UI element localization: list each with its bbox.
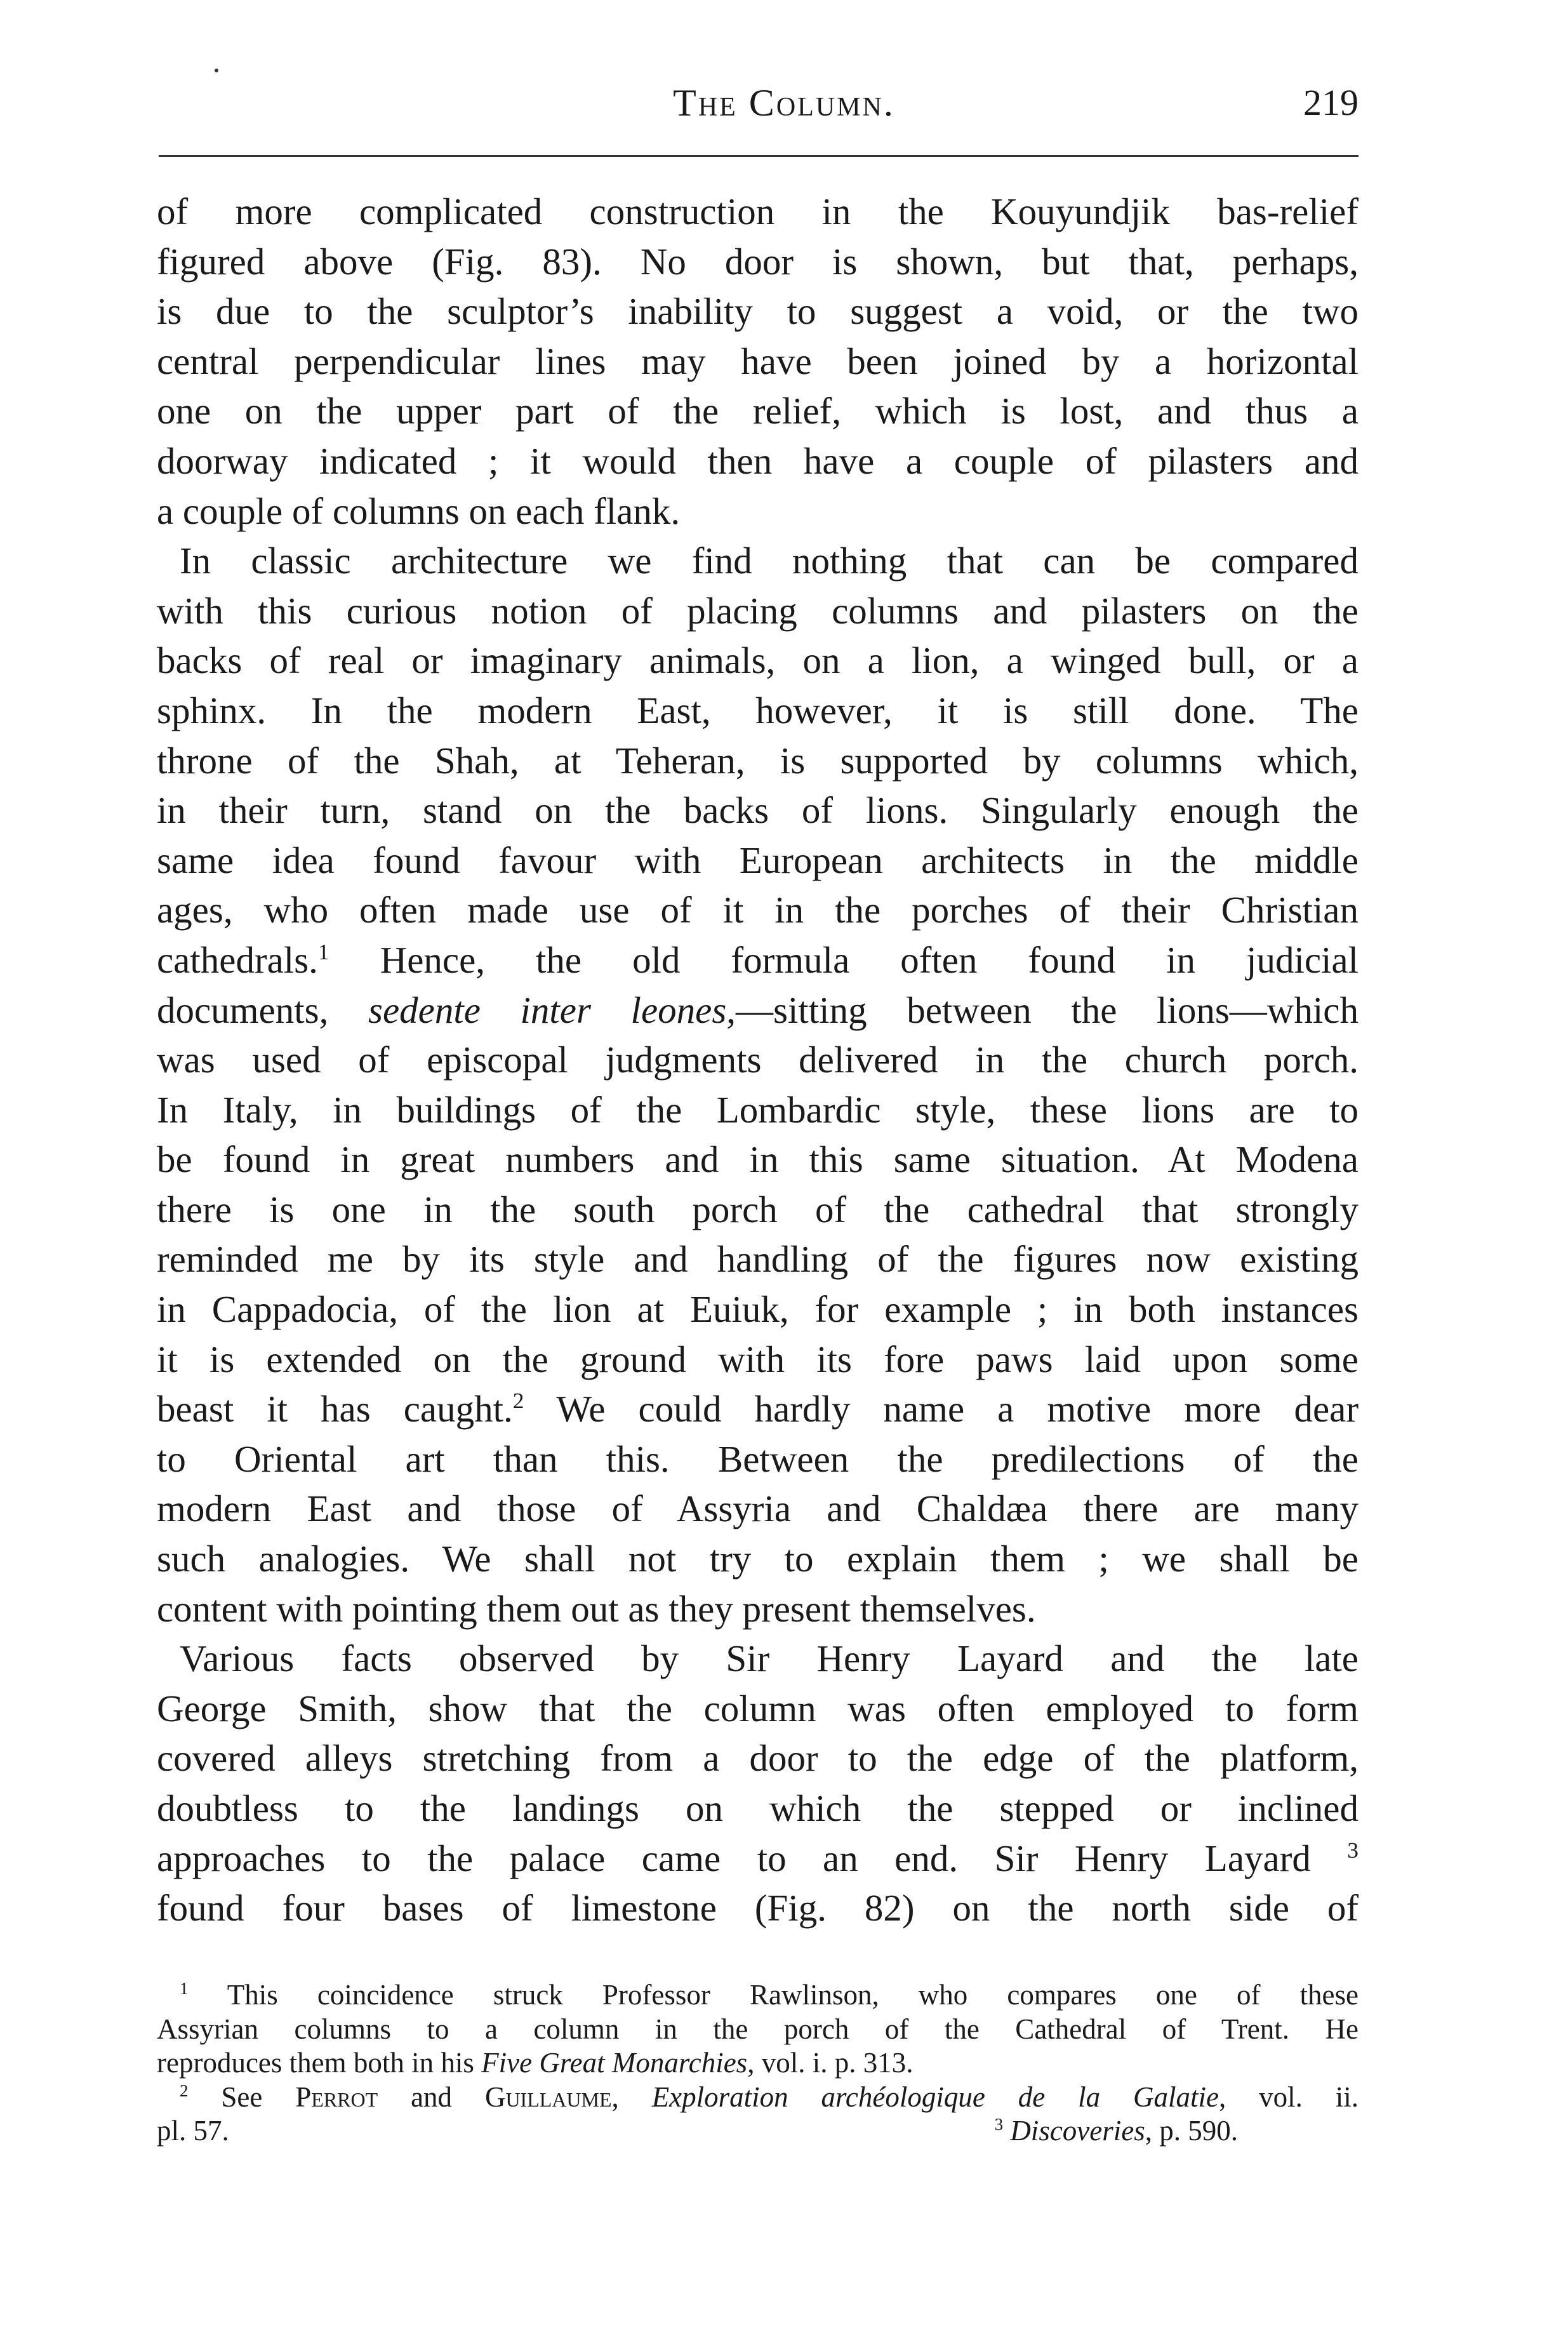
text-line: George Smith, show that the column was often employed to form [157, 1687, 1359, 1729]
speck [215, 69, 218, 72]
running-header: The Column. [673, 82, 895, 124]
text-line: reminded me by its style and handling of the figures now existing [157, 1238, 1359, 1281]
text-line: approaches to the palace came to an end. Sir Henry Layard $^3$ [157, 1837, 1359, 1879]
text-line: covered alleys stretching from a door to the edge of the platform, [157, 1737, 1359, 1780]
text-line: found four bases of limestone (Fig. 82) on the north side of [157, 1887, 1359, 1929]
text-line: to Oriental art than this. Between the predilections of the [157, 1437, 1359, 1480]
text-line: central perpendicular lines may have been joined by a horizontal [157, 340, 1359, 382]
footnote-3: $^3$ Discoveries, p. 590. [994, 2114, 1238, 2147]
text-line: figured above (Fig. 83). No door is shown, but that, perhaps, [157, 240, 1359, 283]
text-line: throne of the Shah, at Teheran, is supported by columns which, [157, 739, 1359, 782]
text-line: there is one in the south porch of the cathedral that strongly [157, 1188, 1359, 1230]
page-number: 219 [1303, 82, 1359, 123]
text-line: sphinx. In the modern East, however, it is still done. The [157, 689, 1359, 731]
footnote-line: $^2$ See Perrot and Guillaume, Exploration archéologique de la Galatie, vol. ii. [180, 2081, 1359, 2113]
text-line: be found in great numbers and in this same situation. At Modena [157, 1138, 1359, 1181]
footnote-line: reproduces them both in his Five Great Monarchies, vol. i. p. 313. [157, 2047, 914, 2079]
text-line: was used of episcopal judgments delivered in the church porch. [157, 1039, 1359, 1081]
text-line: in their turn, stand on the backs of lions. Singularly enough the [157, 789, 1359, 832]
text-line: content with pointing them out as they present themselves. [157, 1587, 1036, 1630]
text-line: doubtless to the landings on which the stepped or inclined [157, 1787, 1359, 1829]
text-line: In classic architecture we find nothing that can be compared [180, 540, 1359, 582]
text-line: in Cappadocia, of the lion at Euiuk, for example ; in both instances [157, 1288, 1359, 1331]
text-line: beast it has caught.$^2$ We could hardly name a motive more dear [157, 1388, 1359, 1430]
footnote-line: $^1$ This coincidence struck Professor Rawlinson, who compares one of these [180, 1978, 1359, 2011]
text-line: one on the upper part of the relief, which is lost, and thus a [157, 390, 1359, 432]
text-line: ages, who often made use of it in the porches of their Christian [157, 889, 1359, 931]
text-line: In Italy, in buildings of the Lombardic style, these lions are to [157, 1088, 1359, 1131]
body-text [157, 187, 1359, 1933]
text-line: documents, sedente inter leones,—sitting between the lions—which [157, 989, 1359, 1031]
text-line: is due to the sculptor’s inability to suggest a void, or the two [157, 290, 1359, 333]
text-line: it is extended on the ground with its fore paws laid upon some [157, 1338, 1359, 1380]
text-line: cathedrals.$^1$ Hence, the old formula often found in judicial [157, 938, 1359, 981]
footnote-line [157, 2114, 1359, 2148]
text-line: doorway indicated ; it would then have a couple of pilasters and [157, 439, 1359, 482]
text-line: a couple of columns on each flank. [157, 489, 681, 532]
header-rule [159, 155, 1359, 157]
text-line: backs of real or imaginary animals, on a lion, a winged bull, or a [157, 639, 1359, 682]
text-line: same idea found favour with European architects in the middle [157, 839, 1359, 881]
text-line: such analogies. We shall not try to explain them ; we shall be [157, 1538, 1359, 1580]
footnotes [157, 1978, 1359, 2148]
text-line: Various facts observed by Sir Henry Layard and the late [180, 1637, 1359, 1680]
text-line: with this curious notion of placing columns and pilasters on the [157, 589, 1359, 632]
text-line: of more complicated construction in the Kouyundjik bas-relief [157, 190, 1359, 232]
text-line: modern East and those of Assyria and Chaldæa there are many [157, 1488, 1359, 1530]
footnote-2-plate: pl. 57. [157, 2115, 229, 2147]
footnote-line: Assyrian columns to a column in the porch of the Cathedral of Trent. He [157, 2013, 1359, 2045]
